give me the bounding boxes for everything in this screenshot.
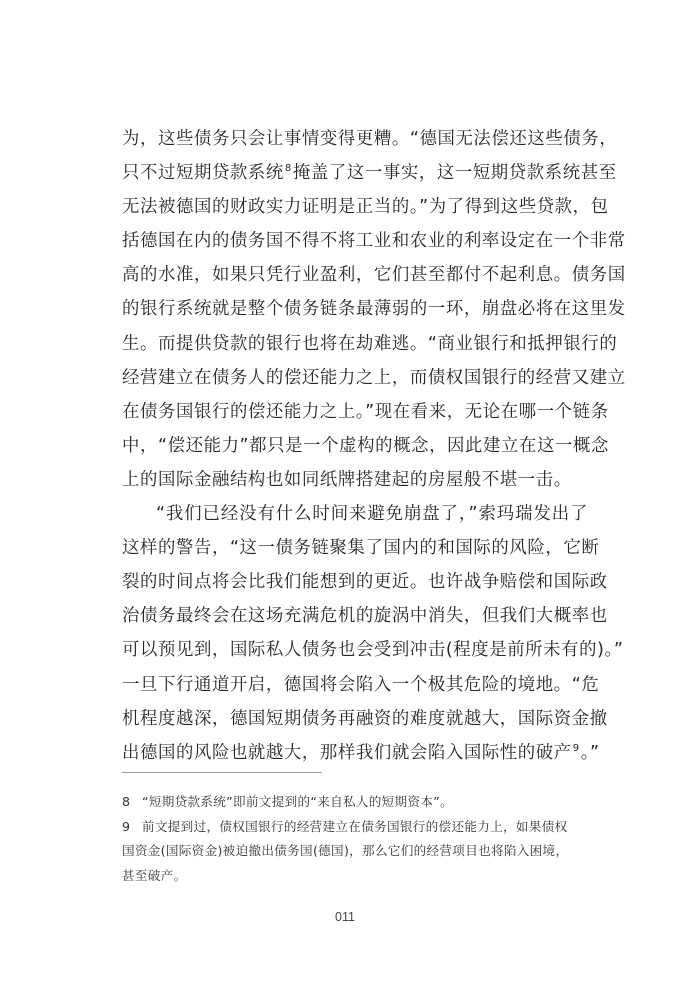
footnote-divider [122, 772, 322, 773]
text-segment: 只不过短期贷款系统 [122, 163, 284, 184]
footnote-ref-9[interactable]: 9 [572, 742, 580, 754]
page-number: 011 [335, 910, 355, 924]
text-line: 上的国际金融结构也如同纸牌搭建起的房屋般不堪一击。 [122, 469, 572, 490]
text-line: 机程度越深，德国短期债务再融资的难度就越大，国际资金撤 [122, 708, 608, 729]
text-line: 为，这些债务只会让事情变得更糟。“德国无法偿还这些债务， [122, 129, 618, 149]
footnote-8 [122, 790, 588, 815]
text-line: 中，“偿还能力”都只是一个虚构的概念，因此建立在这一概念 [122, 435, 609, 456]
text-line: 在债务国银行的偿还能力之上。”现在看来，无论在哪一个链条 [122, 401, 609, 422]
paragraph-2 [122, 497, 624, 770]
text-line: 可以预见到，国际私人债务也会受到冲击(程度是前所未有的)。” [122, 640, 624, 661]
text-line: 裂的时间点将会比我们能想到的更近。也许战争赔偿和国际政 [122, 572, 608, 593]
footnote-line [122, 815, 588, 840]
text-line [122, 736, 600, 770]
footnote-line [122, 790, 588, 815]
text-line: 括德国在内的债务国不得不将工业和农业的利率设定在一个非常 [122, 231, 626, 252]
footnote-line: 国资金(国际资金)被迫撤出债务国(德国)，那么它们的经营项目也将陷入困境， [122, 843, 569, 858]
footnote-text: “短期贷款系统”即前文提到的“来自私人的短期资本”。 [142, 794, 453, 809]
text-line: 一旦下行通道开启，德国将会陷入一个极其危险的境地。“危 [122, 674, 600, 695]
footnote-ref-8[interactable]: 8 [284, 163, 292, 175]
footnote-text: 前文提到过，债权国银行的经营建立在债务国银行的偿还能力上，如果债权 [142, 818, 568, 834]
text-segment: 掩盖了这一事实，这一短期贷款系统甚至 [292, 163, 617, 184]
footnotes [122, 790, 588, 888]
text-line: 生。而提供贷款的银行也将在劫难逃。“商业银行和抵押银行的 [122, 333, 618, 354]
text-line: 高的水准，如果只凭行业盈利，它们甚至都付不起利息。债务国 [122, 265, 626, 286]
main-text [122, 122, 626, 770]
text-line: 这样的警告，“这一债务链聚集了国内的和国际的风险，它断 [122, 538, 600, 559]
text-line: “我们已经没有什么时间来避免崩盘了，”索玛瑞发出了 [156, 504, 588, 525]
paragraph-1 [122, 122, 626, 497]
footnote-number: 9 [122, 818, 131, 834]
text-line: 治债务最终会在这场充满危机的旋涡中消失，但我们大概率也 [122, 606, 608, 627]
text-segment: 出德国的风险也就越大，那样我们就会陷入国际性的破产 [122, 742, 572, 763]
text-segment: 。” [580, 742, 600, 763]
text-line [122, 156, 617, 190]
footnote-9 [122, 815, 588, 889]
text-line: 的银行系统就是整个债务链条最薄弱的一环，崩盘必将在这里发 [122, 299, 626, 320]
text-line: 经营建立在债务人的偿还能力之上，而债权国银行的经营又建立 [122, 367, 626, 388]
text-line: 无法被德国的财政实力证明是正当的。”为了得到这些贷款，包 [122, 197, 609, 218]
footnote-line: 甚至破产。 [122, 867, 187, 883]
footnote-number: 8 [122, 794, 131, 809]
